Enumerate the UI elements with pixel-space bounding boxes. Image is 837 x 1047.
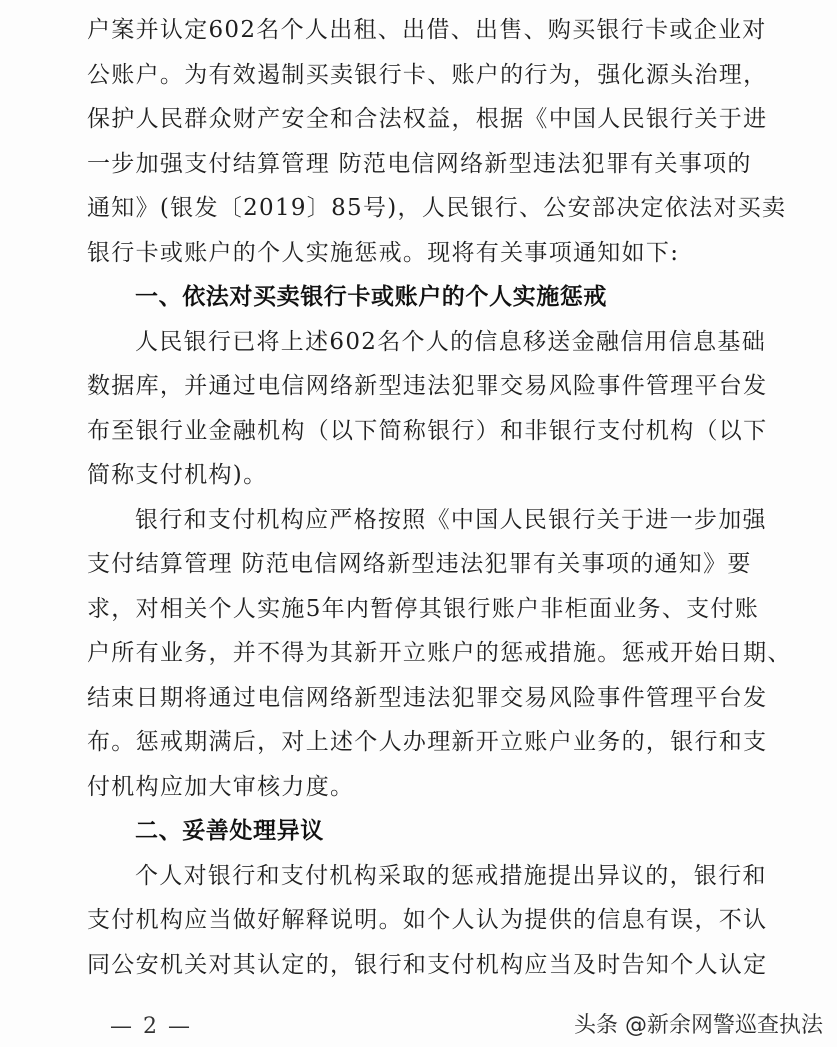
body-line: 求，对相关个人实施5年内暂停其银行账户非柜面业务、支付账 <box>87 596 760 622</box>
body-line: 支付机构应当做好解释说明。如个人认为提供的信息有误，不认 <box>87 907 768 933</box>
body-line: 数据库，并通过电信网络新型违法犯罪交易风险事件管理平台发 <box>87 373 768 399</box>
body-line: 银行卡或账户的个人实施惩戒。现将有关事项通知如下: <box>87 240 680 266</box>
body-line: 简称支付机构)。 <box>87 462 268 488</box>
body-line: 一步加强支付结算管理 防范电信网络新型违法犯罪有关事项的 <box>87 151 752 177</box>
body-line: 通知》(银发〔2019〕85号)，人民银行、公安部决定依法对买卖 <box>87 195 787 221</box>
body-line: 布至银行业金融机构（以下简称银行）和非银行支付机构（以下 <box>87 418 768 444</box>
body-line: 同公安机关对其认定的，银行和支付机构应当及时告知个人认定 <box>87 952 768 978</box>
paragraph-first-line: 银行和支付机构应严格按照《中国人民银行关于进一步加强 <box>135 507 767 533</box>
body-line: 付机构应加大审核力度。 <box>87 774 355 800</box>
body-line: 保护人民群众财产安全和合法权益，根据《中国人民银行关于进 <box>87 106 768 132</box>
watermark: 头条 @新余网警巡查执法 <box>574 1013 823 1038</box>
body-line: 户所有业务，并不得为其新开立账户的惩戒措施。惩戒开始日期、 <box>87 640 792 666</box>
body-line: 户案并认定602名个人出租、出借、出售、购买银行卡或企业对 <box>87 17 767 43</box>
paragraph-first-line: 个人对银行和支付机构采取的惩戒措施提出异议的，银行和 <box>135 863 767 889</box>
section-heading-1: 一、依法对买卖银行卡或账户的个人实施惩戒 <box>135 284 607 310</box>
body-line: 公账户。为有效遏制买卖银行卡、账户的行为，强化源头治理， <box>87 62 768 88</box>
paragraph-first-line: 人民银行已将上述602名个人的信息移送金融信用信息基础 <box>135 329 766 355</box>
body-line: 支付结算管理 防范电信网络新型违法犯罪有关事项的通知》要 <box>87 551 752 577</box>
page-number: — 2 — <box>110 1014 192 1039</box>
body-line: 结束日期将通过电信网络新型违法犯罪交易风险事件管理平台发 <box>87 685 768 711</box>
body-line: 布。惩戒期满后，对上述个人办理新开立账户业务的，银行和支 <box>87 729 768 755</box>
section-heading-2: 二、妥善处理异议 <box>135 818 324 844</box>
